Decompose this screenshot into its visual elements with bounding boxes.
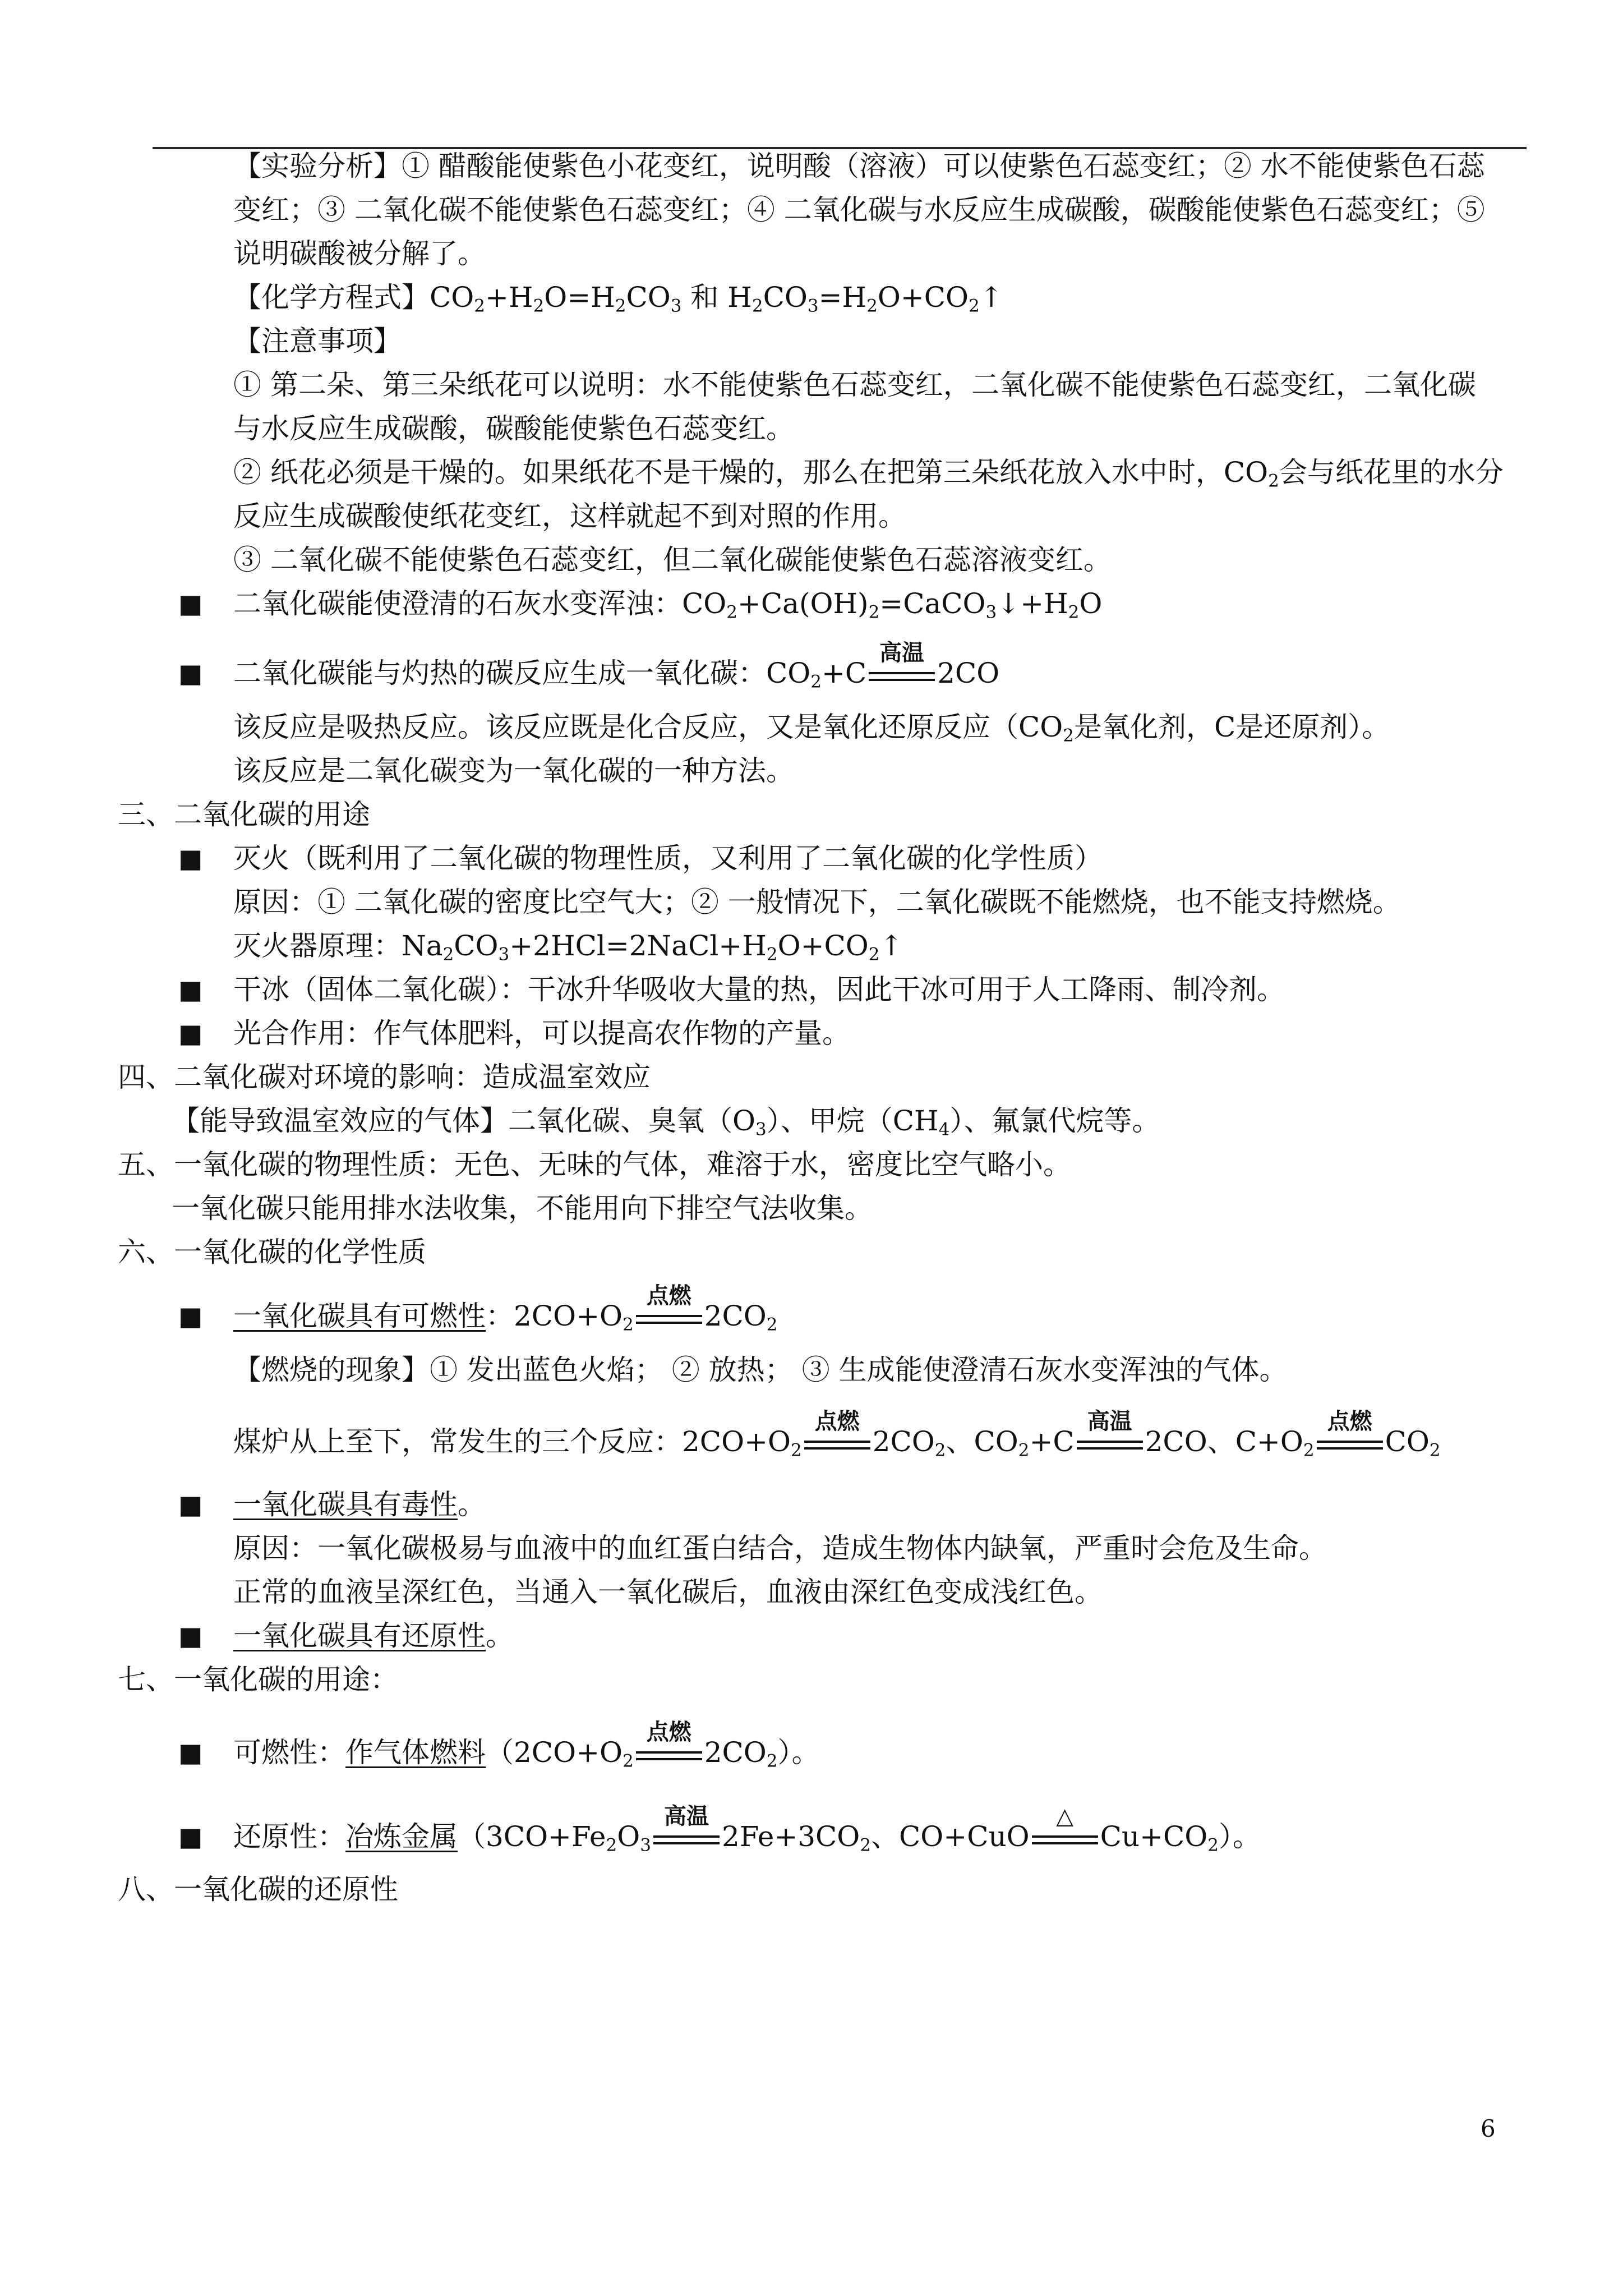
bullet-icon: ■: [178, 974, 203, 1005]
co-reducing: 一氧化碳具有还原性。: [233, 1619, 514, 1652]
section-5-heading: 五、一氧化碳的物理性质：无色、无味的气体，难溶于水，密度比空气略小。: [118, 1148, 1071, 1181]
extinguisher-principle: 灭火器原理：$Na_2CO_3+2HCl=2NaCl+H_2O+CO_2↑$: [233, 930, 903, 965]
bullet-icon: ■: [178, 1489, 203, 1520]
analysis-line-2: 变红；③ 二氧化碳不能使紫色石蕊变红；④ 二氧化碳与水反应生成碳酸，碳酸能使紫色石蕊变红；⑤: [233, 194, 1485, 226]
carbon-reaction: 二氧化碳能与灼热的碳反应生成一氧化碳：$CO_2+C$ 高温 2CO: [233, 640, 1000, 692]
greenhouse-gases: 【能导致温室效应的气体】二氧化碳、臭氧$(O_3)$、甲烷$(CH_4)$、氟氯代烷等。: [172, 1105, 1160, 1140]
fire-extinguishing: 灭火（既利用了二氧化碳的物理性质，又利用了二氧化碳的化学性质）: [233, 842, 1103, 875]
limewater-reaction: 二氧化碳能使澄清的石灰水变浑浊：$CO_2+Ca(OH)_2=CaCO_3↓+H_2O$: [233, 587, 1103, 623]
bullet-icon: ■: [178, 1301, 203, 1331]
fire-reason: 原因：① 二氧化碳的密度比空气大；② 一般情况下，二氧化碳既不能燃烧，也不能支持燃烧。: [233, 886, 1401, 918]
notes-heading: 【注意事项】: [233, 325, 402, 357]
heat-condition: △: [1032, 1820, 1098, 1853]
section-6-heading: 六、一氧化碳的化学性质: [118, 1236, 426, 1268]
analysis-line-3: 说明碳酸被分解了。: [233, 237, 486, 270]
bullet-icon: ■: [178, 1621, 203, 1651]
high-temp-condition: 高温: [1077, 1425, 1143, 1458]
page-number: 6: [1481, 2115, 1496, 2142]
co-fuel-use: 可燃性：作气体燃料（$2CO+O_2$ 点燃 $2CO_2$）。: [233, 1719, 820, 1772]
bullet-icon: ■: [178, 1821, 203, 1852]
dry-ice: 干冰（固体二氧化碳）：干冰升华吸收大量的热，因此干冰可用于人工降雨、制冷剂。: [233, 973, 1285, 1006]
co-metal-smelting: 还原性：冶炼金属（$3CO+Fe_2O_3$ 高温 $2Fe+3CO_2$、CO+CuO △ $Cu+CO_2$）。: [233, 1803, 1261, 1856]
chemical-equation-line: 【化学方程式】$CO_2+H_2O=H_2CO_3$ 和 $H_2CO_3=H_2O+CO_2↑$: [233, 281, 1003, 316]
section-3-heading: 三、二氧化碳的用途: [118, 798, 370, 831]
note-1a: ① 第二朵、第三朵纸花可以说明：水不能使紫色石蕊变红，二氧化碳不能使紫色石蕊变红，二氧化碳: [233, 369, 1476, 401]
high-temp-condition: 高温: [653, 1820, 720, 1853]
ignite-condition: 点燃: [636, 1736, 702, 1769]
co-flammable: 一氧化碳具有可燃性：$2CO+O_2$ 点燃 $2CO_2$: [233, 1283, 778, 1335]
section-4-heading: 四、二氧化碳对环境的影响：造成温室效应: [118, 1061, 651, 1093]
ignite-condition: 点燃: [636, 1299, 702, 1333]
analysis-line-1: 【实验分析】① 醋酸能使紫色小花变红，说明酸（溶液）可以使紫色石蕊变红；② 水不能使紫色石蕊: [233, 150, 1485, 182]
section-7-heading: 七、一氧化碳的用途：: [118, 1663, 398, 1696]
section-8-heading: 八、一氧化碳的还原性: [118, 1873, 398, 1906]
blood-color: 正常的血液呈深红色，当通入一氧化碳后，血液由深红色变成浅红色。: [233, 1576, 1103, 1608]
endothermic-note: 该反应是吸热反应。该反应既是化合反应，又是氧化还原反应（$CO_2$是氧化剂，C是还原剂）。: [233, 711, 1390, 746]
ignite-condition: 点燃: [1317, 1425, 1383, 1458]
bullet-icon: ■: [178, 1018, 203, 1048]
bullet-icon: ■: [178, 588, 203, 619]
ignite-condition: 点燃: [804, 1425, 870, 1458]
note-2a: ② 纸花必须是干燥的。如果纸花不是干燥的，那么在把第三朵纸花放入水中时，$CO_2$会与纸花里的水分: [233, 456, 1504, 491]
note-2b: 反应生成碳酸使纸花变红，这样就起不到对照的作用。: [233, 500, 906, 532]
note-3: ③ 二氧化碳不能使紫色石蕊变红，但二氧化碳能使紫色石蕊溶液变红。: [233, 544, 1112, 576]
conversion-note: 该反应是二氧化碳变为一氧化碳的一种方法。: [233, 754, 794, 787]
combustion-phenomenon: 【燃烧的现象】① 发出蓝色火焰； ② 放热； ③ 生成能使澄清石灰水变浑浊的气体。: [233, 1354, 1288, 1386]
photosynthesis: 光合作用：作气体肥料，可以提高农作物的产量。: [233, 1017, 850, 1050]
co-collection: 一氧化碳只能用排水法收集，不能用向下排空气法收集。: [172, 1192, 873, 1225]
high-temp-condition: 高温: [869, 656, 935, 690]
toxic-reason: 原因：一氧化碳极易与血液中的血红蛋白结合，造成生物体内缺氧，严重时会危及生命。: [233, 1532, 1327, 1565]
bullet-icon: ■: [178, 1737, 203, 1768]
furnace-reactions: 煤炉从上至下，常发生的三个反应：$2CO+O_2$ 点燃 $2CO_2$、$CO_2+C$ 高温 2CO、$C+O_2$ 点燃 $CO_2$: [233, 1409, 1441, 1461]
co-toxic: 一氧化碳具有毒性。: [233, 1488, 486, 1521]
note-1b: 与水反应生成碳酸，碳酸能使紫色石蕊变红。: [233, 412, 794, 445]
bullet-icon: ■: [178, 658, 203, 688]
bullet-icon: ■: [178, 843, 203, 873]
